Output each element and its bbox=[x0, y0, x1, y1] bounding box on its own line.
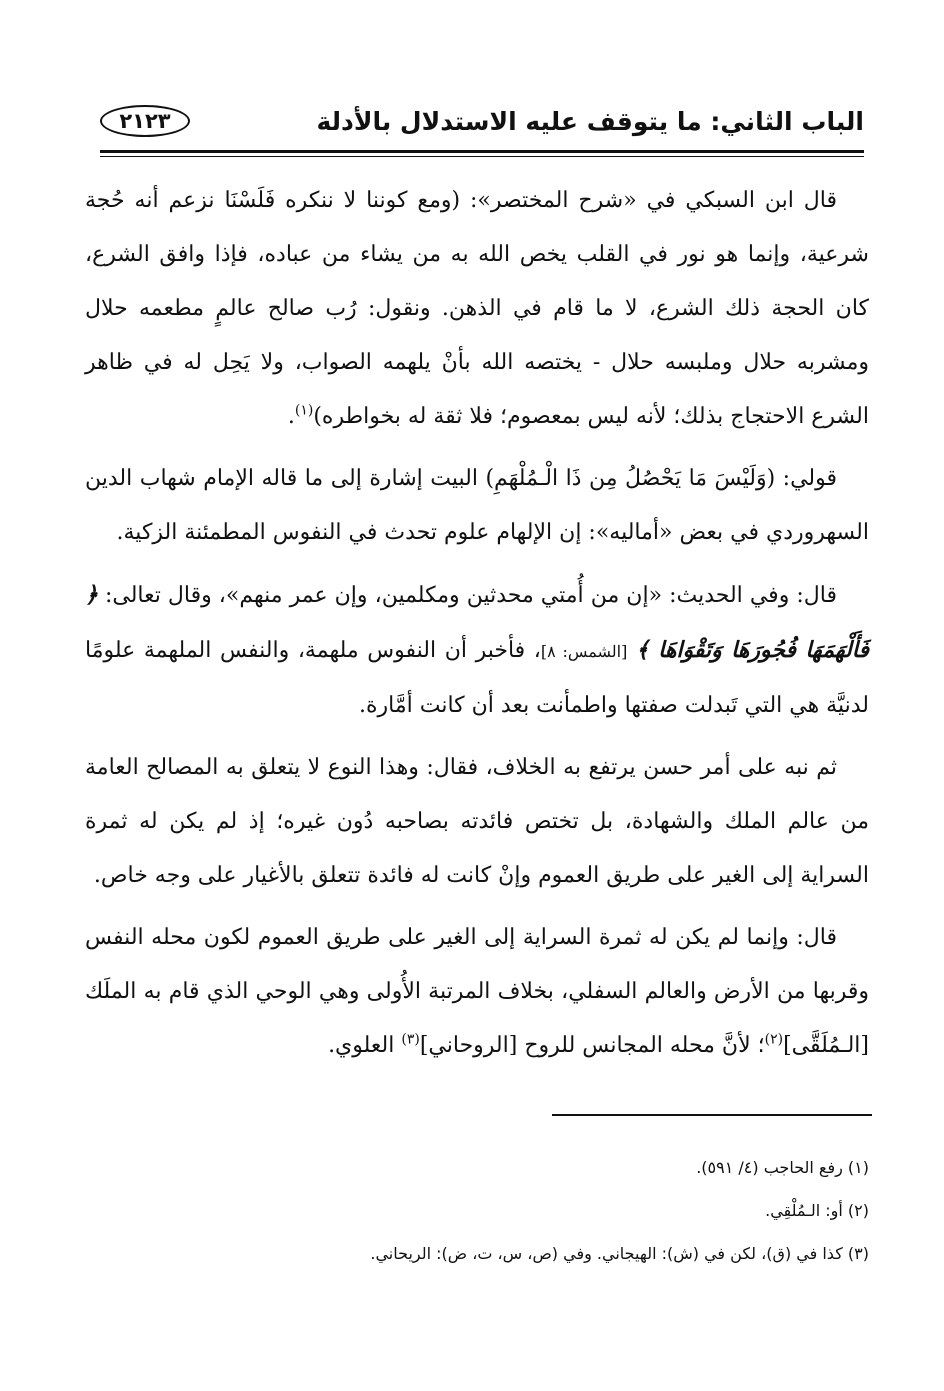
paragraph-5-text-a: قال: وإنما لم يكن له ثمرة السراية إلى الغير على طريق العموم لكون محله النفس وقربها من الأرض والعالم السفلي، بخلاف المرتبة الأُولى وهي الوحي الذي قام به الملَك [الـمُلَقَّى] bbox=[85, 925, 869, 1058]
paragraph-3 bbox=[85, 568, 869, 733]
footnote-ref-1: (١) bbox=[294, 402, 314, 419]
paragraph-3-text-b: ، فأخبر أن النفوس ملهمة، والنفس الملهمة علومًا لدنيَّة هي التي تَبدلت صفتها واطمأنت بعد أن كانت أمَّارة. bbox=[85, 638, 869, 718]
footnote-ref-2: (٢) bbox=[764, 1031, 784, 1048]
paragraph-2: قولي: (وَلَيْسَ مَا يَحْصُلُ مِن ذَا الْـمُلْهَمِ) البيت إشارة إلى ما قاله الإمام شهاب الدين السهروردي في بعض «أماليه»: إن الإلهام علوم تحدث في النفوس المطمئنة الزكية. bbox=[85, 466, 869, 545]
page-header bbox=[100, 96, 864, 146]
paragraph-1-end: . bbox=[287, 404, 295, 429]
header-rule-thin bbox=[100, 156, 864, 157]
paragraph-3-text-a: قال: وفي الحديث: «إن من أُمتي محدثين ومكلمين، وإن عمر منهم»، وقال تعالى: bbox=[104, 583, 837, 608]
footnote-2: (٢) أو: الـمُلْقِي. bbox=[765, 1201, 869, 1220]
paragraph-5 bbox=[85, 911, 869, 1073]
footnote-ref-3: (٣) bbox=[401, 1031, 420, 1048]
header-rule-thick bbox=[100, 150, 864, 153]
footnote-separator bbox=[552, 1114, 872, 1116]
chapter-title: الباب الثاني: ما يتوقف عليه الاستدلال بالأدلة bbox=[316, 106, 864, 136]
page-number: ٢١٢٣ bbox=[100, 105, 190, 137]
quran-verse: ﴿ فَأَلْهَمَهَا فُجُورَهَا وَتَقْوَاهَا ﴾ bbox=[85, 582, 869, 663]
footnote-1: (١) رفع الحاجب (٤/ ٥٩١). bbox=[696, 1158, 869, 1177]
paragraph-5-text-c: العلوي. bbox=[328, 1033, 402, 1058]
footnote-3: (٣) كذا في (ق)، لكن في (ش): الهيجاني. وفي (ص، س، ت، ض): الريحاني. bbox=[370, 1244, 869, 1263]
paragraph-1-text: قال ابن السبكي في «شرح المختصر»: (ومع كوننا لا ننكره فَلَسْنَا نزعم أنه حُجة شرعية، وإنما هو نور في القلب يخص الله به من يشاء من عباده، فإذا وافق الشرع، كان الحجة ذلك الشرع، لا ما قام في الذهن. ونقول: رُب صالح عالمٍ مطعمه حلال ومشربه حلال وملبسه حلال - يختصه الله بأنْ يلهمه الصواب، ولا يَحِل له في ظاهر الشرع الاحتجاج بذلك؛ لأنه ليس بمعصوم؛ فلا ثقة له بخواطره) bbox=[85, 188, 869, 429]
paragraph-4: ثم نبه على أمر حسن يرتفع به الخلاف، فقال: وهذا النوع لا يتعلق به المصالح العامة من عالم الملك والشهادة، بل تختص فائدته بصاحبه دُون غيره؛ إذ لم يكن له ثمرة السراية إلى الغير على طريق العموم وإنْ كانت له فائدة تتعلق بالأغيار على وجه خاص. bbox=[85, 755, 869, 888]
paragraph-5-text-b: ؛ لأنَّ محله المجانس للروح [الروحاني] bbox=[419, 1033, 765, 1058]
main-text bbox=[85, 174, 869, 1081]
footnotes bbox=[85, 1146, 869, 1275]
paragraph-1 bbox=[85, 174, 869, 444]
quran-reference: [الشمس: ٨] bbox=[540, 642, 628, 661]
